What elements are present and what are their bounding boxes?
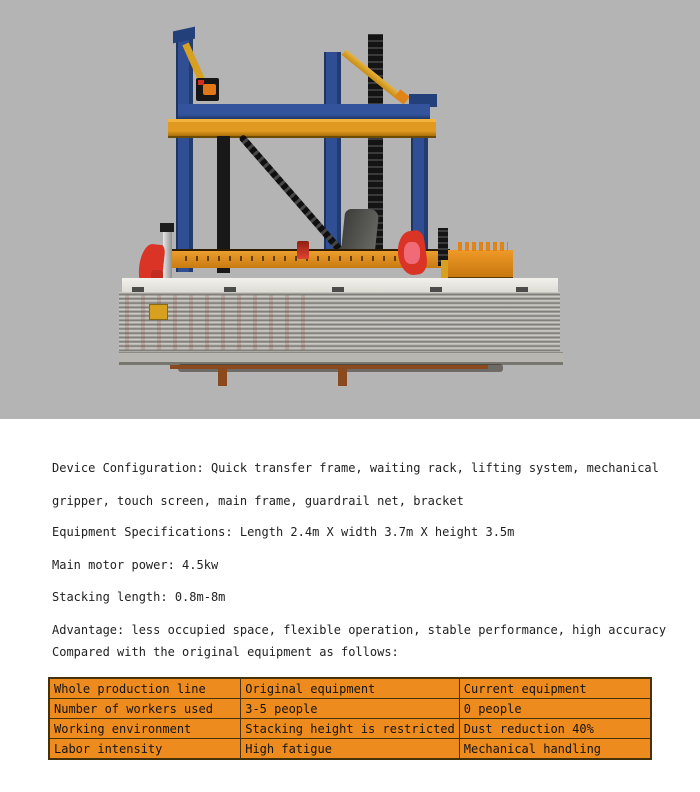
- spec-line-advantage: Advantage: less occupied space, flexible operation, stable performance, high accuracy: [52, 623, 667, 637]
- pallet-foot: [218, 368, 227, 386]
- table-row: [49, 699, 651, 719]
- table-cell: Stacking height is restricted: [241, 719, 460, 739]
- machine-comb-teeth: [458, 242, 508, 251]
- spec-line-equipment-specifications: Equipment Specifications: Length 2.4m X width 3.7m X height 3.5m: [52, 525, 515, 539]
- table-cell: 3-5 people: [241, 699, 460, 719]
- machine-right-orange-box: [448, 250, 513, 279]
- spec-line-device-configuration: Device Configuration: Quick transfer frame, waiting rack, lifting system, mechanical: [52, 461, 659, 475]
- machine-center-red-cylinder: [297, 241, 309, 259]
- table-row: [49, 739, 651, 760]
- machine-middle-column: [324, 52, 341, 252]
- table-cell: Number of workers used: [49, 699, 241, 719]
- machine-motor-knob: [203, 84, 216, 95]
- table-cell: Labor intensity: [49, 739, 241, 760]
- spec-line-device-configuration-cont: gripper, touch screen, main frame, guardrail net, bracket: [52, 494, 464, 508]
- spec-line-compared: Compared with the original equipment as follows:: [52, 645, 399, 659]
- spec-line-stacking-length: Stacking length: 0.8m-8m: [52, 590, 226, 604]
- table-cell: Mechanical handling: [459, 739, 651, 760]
- machine-left-column: [176, 38, 193, 272]
- table-cell: High fatigue: [241, 739, 460, 760]
- pallet-foot: [338, 368, 347, 386]
- machine-left-gripper-cap: [160, 223, 174, 232]
- table-row: [49, 719, 651, 739]
- machine-right-gripper-detail: [404, 242, 420, 264]
- table-row: [49, 678, 651, 699]
- stack-yellow-clamp-block: [149, 304, 168, 320]
- machine-upper-blue-beam: [178, 104, 430, 119]
- table-cell: 0 people: [459, 699, 651, 719]
- machine-motor-indicator: [198, 80, 204, 85]
- machine-upper-yellow-beam: [168, 119, 436, 138]
- comparison-table: [48, 677, 652, 760]
- machine-control-housing: [341, 209, 380, 254]
- table-cell: Dust reduction 40%: [459, 719, 651, 739]
- table-cell: Whole production line: [49, 678, 241, 699]
- table-cell: Current equipment: [459, 678, 651, 699]
- table-cell: Original equipment: [241, 678, 460, 699]
- spec-line-main-motor-power: Main motor power: 4.5kw: [52, 558, 219, 572]
- table-cell: Working environment: [49, 719, 241, 739]
